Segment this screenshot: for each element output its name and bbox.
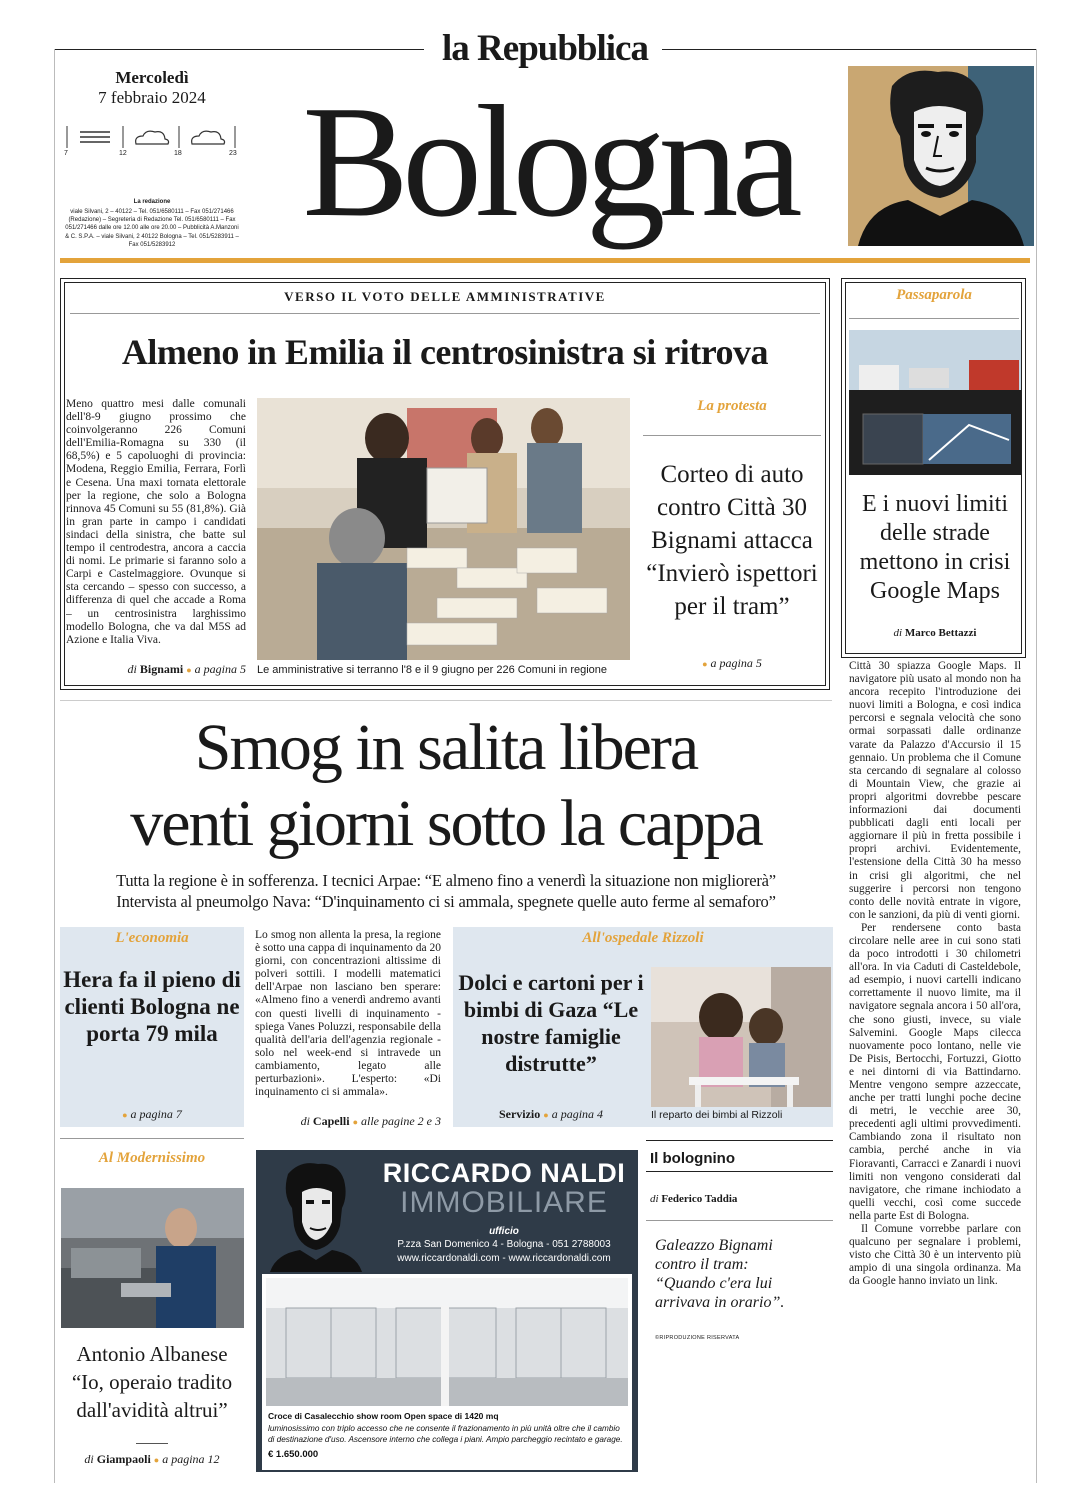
- modernissimo-rule: [136, 1443, 168, 1444]
- passaparola-byline-prefix: di: [893, 627, 903, 639]
- lead-byline-prefix: di: [127, 662, 137, 676]
- ad-listing-title: Croce di Casalecchio show room Open space di 1420 mq: [268, 1411, 499, 1421]
- columnist-portrait: [848, 66, 1034, 246]
- smog-body: Lo smog non allenta la presa, la regione è sotto una cappa di inquinamento da 20 giorni, con concentrazioni altissime di polveri sottili. I modelli matematici dell'Arpae non lasciano ben sperare: «Almeno fino a venerdì andremo avanti con questi livelli di inquinamento - spiega Vanes Poluzzi, responsabile della qualità dell'aria dell'agenzia regionale - solo nel week-end si intravede un cambiamento, legato alle perturbazioni». L'esperto: «Di inquinamento ci si ammala».: [255, 929, 441, 1099]
- realestate-ad[interactable]: [256, 1150, 638, 1472]
- ad-brand-line-1: RICCARDO NALDI: [382, 1158, 626, 1188]
- protesta-label: La protesta: [697, 398, 767, 414]
- masthead-accent-rule: [60, 258, 1030, 263]
- economia-page-ref[interactable]: ● a pagina 7: [122, 1107, 182, 1121]
- bolognino-byline: [650, 1193, 830, 1205]
- modernissimo-byline-author: Giampaoli: [96, 1452, 151, 1466]
- albanese-photo: [61, 1188, 244, 1328]
- bolognino-byline-prefix: di: [650, 1193, 659, 1205]
- cloud-icon: [136, 131, 169, 144]
- rizzoli-children-photo: [651, 967, 831, 1107]
- ad-listing-text: luminosissimo con triplo accesso che ne consente il frazionamento in più unità oltre che il cambio di destinazione d'uso. Ascensore interno che collega i piani. Ampio parcheggio recintato e garage.: [268, 1424, 623, 1444]
- issue-date: 7 febbraio 2024: [98, 88, 206, 107]
- passaparola-byline: [849, 627, 1021, 639]
- lead-byline-author: Bignami: [139, 662, 184, 676]
- smog-headline-2[interactable]: venti giorni sotto la cappa: [130, 787, 762, 860]
- election-count-photo: [257, 398, 630, 660]
- bolognino-text: Galeazzo Bignami contro il tram: “Quando c'era lui arrivava in orario”.: [655, 1237, 785, 1311]
- cloud-icon: [192, 131, 225, 144]
- redazione-text: viale Silvani, 2 – 40122 – Tel. 051/6580111 – Fax 051/271466 (Redazione) – Segreteria di Redazione Tel. 051/6580111 – Fax 051/271466 dalle ore 12.00 alle ore 20.00 – Pubblicità A.Manzoni & C. S.P.A. – viale Silvani, 2 40122 Bologna – Tel. 051/5283911 – Fax 051/5283912: [65, 209, 239, 248]
- weather-hour-4: 23: [229, 150, 237, 157]
- ad-portrait-illustration: [266, 1160, 366, 1272]
- protesta-page-ref[interactable]: ● a pagina 5: [702, 656, 762, 670]
- passaparola-label: Passaparola: [896, 287, 972, 303]
- smog-page-ref[interactable]: ● alle pagine 2 e 3: [353, 1114, 441, 1128]
- lead-kicker-rule: [70, 313, 820, 314]
- lead-page-ref[interactable]: ● a pagina 5: [186, 662, 246, 676]
- passaparola-paragraph-2: Per rendersene conto basta circolare nelle aree in cui sono stati da poco introdotti i 30 chilometri all'ora. In via Caduti di Casteldebole, ad esempio, i nuovi cartelli indicano correttamente il nuovo limite, ma il navigatore segnala ancora i 50 all'ora, che sono giusti, invece, su viale Salvemini. Google Maps cilecca nuovamente poco lontano, nelle vie De Pisis, Bertocchi, Fortuzzi, Giotto e nei dintorni di via Battindarno. Mentre vengono sempre azzeccate, anche per tratti lunghi poche decine di metri, le vecchie aree 30, precedenti agli ultimi provvedimenti. Cambiando zona il risultato non cambia, perché anche in via Fioravanti, Carracci e Zanardi i nuovi limiti non vengono considerati dal navigatore, che rimane inchiodato a quelli vecchi, così come succede nella parte Est di Bologna.: [849, 921, 1021, 1222]
- passaparola-byline-author: Marco Bettazzi: [904, 627, 977, 639]
- bolognino-title: Il bolognino: [650, 1150, 735, 1167]
- rizzoli-photo-caption: Il reparto dei bimbi al Rizzoli: [651, 1109, 783, 1121]
- ad-address: P.zza San Domenico 4 - Bologna - 051 2788003: [397, 1239, 611, 1250]
- passaparola-rule: [849, 318, 1019, 319]
- modernissimo-label: Al Modernissimo: [98, 1150, 206, 1166]
- modernissimo-top-rule: [60, 1138, 244, 1139]
- ad-price: € 1.650.000: [268, 1449, 319, 1460]
- passaparola-headline[interactable]: E i nuovi limiti delle strade mettono in crisi Google Maps: [859, 491, 1011, 604]
- smog-deck-2: Intervista al pneumolgo Nava: “D'inquinamento ci si ammala, spegnete quelle auto ferme al semaforo”: [116, 892, 776, 911]
- bolognino-byline-author: Federico Taddia: [661, 1193, 738, 1205]
- economia-label: L'economia: [115, 930, 189, 946]
- smog-deck-1: Tutta la regione è in sofferenza. I tecnici Arpae: “E almeno fino a venerdì la situazione non migliorerà”: [116, 871, 776, 890]
- passaparola-paragraph-3: Il Comune vorrebbe parlare con qualcuno per segnalare i problemi, visto che Città 30 è un intervento più ampio di una singola ordinanza. Ma da Google hanno inviato un link.: [849, 1223, 1021, 1288]
- smog-byline: [255, 1114, 441, 1129]
- bolognino-rights: ©RIPRODUZIONE RISERVATA: [655, 1335, 740, 1341]
- protesta-headline[interactable]: Corteo di auto contro Città 30 Bignami attacca “Invierò ispettori per il tram”: [646, 461, 818, 620]
- lead-kicker: VERSO IL VOTO DELLE AMMINISTRATIVE: [284, 289, 606, 304]
- lead-headline[interactable]: Almeno in Emilia il centrosinistra si ritrova: [121, 332, 769, 372]
- smog-byline-author: Capelli: [312, 1114, 350, 1128]
- rizzoli-byline: [456, 1107, 646, 1122]
- lead-byline: [66, 662, 246, 677]
- ad-brand-line-2: IMMOBILIARE: [400, 1186, 608, 1219]
- issue-day: Mercoledì: [115, 68, 189, 87]
- rizzoli-page-ref[interactable]: ● a pagina 4: [543, 1107, 603, 1121]
- weather-hour-2: 12: [119, 150, 127, 157]
- smog-byline-prefix: di: [300, 1114, 310, 1128]
- ad-web[interactable]: www.riccardonaldi.com - www.riccardonaldi.com: [397, 1253, 611, 1264]
- fog-icon: [80, 132, 110, 142]
- modernissimo-byline-prefix: di: [84, 1452, 94, 1466]
- passaparola-body: [849, 660, 1021, 1460]
- showroom-photo: [266, 1278, 628, 1406]
- lead-body: Meno quattro mesi dalle comunali dell'8-9 giugno prossimo che coinvolgeranno 226 Comuni dell'Emilia-Romagna su 330 (il 68,5%) e 5 capoluoghi di provincia: Modena, Reggio Emilia, Ferrara, Forlì e Cesena. Una maxi tornata elettorale per la regione, che solo a Bologna rinnova 45 Comuni su 55 (81,8%). Già in gran parte in campo i candidati sindaci della sinistra, che batte sul tempo il centrodestra, ancora a caccia di nomi. Le primarie si faranno solo a Carpi e Castelmaggiore. Ovunque si sta cercando – spesso con successo, a differenza di quel che accade a Roma – un centrosinistra larghissimo modello Bologna, che va dal M5S ad Azione e Italia Viva.: [66, 398, 246, 646]
- ad-office-label: ufficio: [489, 1226, 519, 1237]
- weather-icons: [64, 122, 242, 160]
- modernissimo-byline: [60, 1452, 244, 1467]
- modernissimo-page-ref[interactable]: ● a pagina 12: [154, 1452, 220, 1466]
- weather-hour-3: 18: [174, 150, 182, 157]
- rizzoli-headline[interactable]: Dolci e cartoni per i bimbi di Gaza “Le nostre famiglie distrutte”: [458, 970, 644, 1076]
- brand-logo: la Repubblica: [442, 28, 648, 69]
- economia-headline[interactable]: Hera fa il pieno di clienti Bologna ne porta 79 mila: [63, 967, 241, 1046]
- protesta-rule: [643, 435, 821, 436]
- smog-top-rule: [60, 700, 832, 701]
- rizzoli-byline-label: Servizio: [498, 1107, 541, 1121]
- weather-strip: [64, 122, 242, 160]
- bolognino-rule: [646, 1220, 833, 1221]
- passaparola-paragraph-1: Città 30 spiazza Google Maps. Il navigatore più usato al mondo non ha ancora recepito l'introduzione dei nuovi limiti a Bologna, e così indica percorsi e segnala velocità che sono ormai sorpassati dalle ordinanze varate da Palazzo d'Accursio il 15 gennaio. Un problema che il Comune sta cercando di segnalare al colosso di Mountain View, che grazie ai propri algoritmi dovrebbe pescare informazioni dai documenti pubblicati dagli enti locali per aggiornare il più in fretta possibile i propri archivi. Evidentemente, l'estensione della Città 30 ha messo in crisi gli algoritmi, che nel suggerire i percorsi non tengono conto delle novità entrate in vigore, con le sanzioni, da più di venti giorni.: [849, 660, 1021, 921]
- ad-listing-panel: [262, 1274, 632, 1470]
- city-title: Bologna: [302, 72, 796, 250]
- lead-photo-caption: Le amministrative si terranno l'8 e il 9 giugno per 226 Comuni in regione: [257, 664, 608, 676]
- redazione-title: La redazione: [133, 199, 171, 205]
- smog-headline-1[interactable]: Smog in salita libera: [194, 711, 698, 784]
- rizzoli-label: All'ospedale Rizzoli: [582, 930, 704, 946]
- modernissimo-headline[interactable]: Antonio Albanese “Io, operaio tradito dall'avidità altrui”: [71, 1342, 233, 1422]
- weather-hour-1: 7: [64, 150, 68, 157]
- car-navigator-photo: [849, 330, 1021, 475]
